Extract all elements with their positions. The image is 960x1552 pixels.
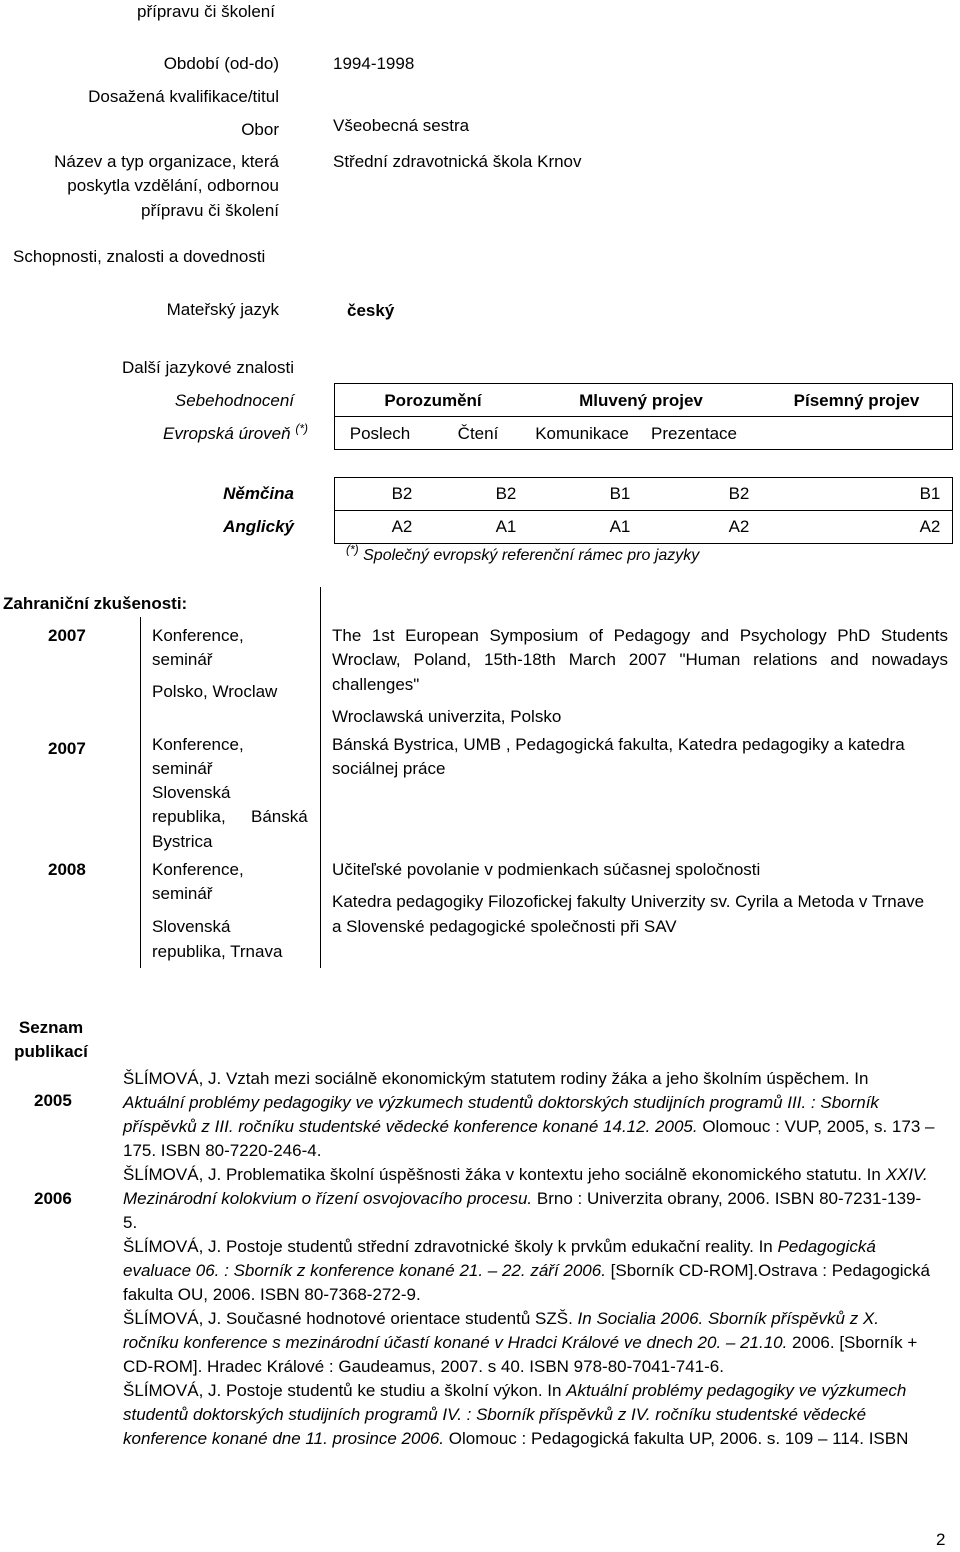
foreign-place-line-1: Slovenská <box>152 783 231 802</box>
publications-heading-line-1: Seznam <box>18 1018 84 1037</box>
foreign-year: 2007 <box>48 626 86 645</box>
pub-text-italic: konference konané dne 11. prosince 2006. <box>123 1429 445 1448</box>
foreign-organizer: Wroclawská univerzita, Polsko <box>332 707 562 726</box>
self-assessment-label: Sebehodnocení <box>174 391 294 410</box>
pub-text: ŠLÍMOVÁ, J. Problematika školní úspěšnosti žáka v kontextu jeho sociálně ekonomického statutu. In <box>123 1165 886 1184</box>
pub-text-italic: ročníku konference s mezinárodní účastí konané v Hradci Králové ve dnech 20. – 21.10. <box>123 1333 788 1352</box>
foreign-place-line-4: Bystrica <box>152 832 213 851</box>
field-value: Všeobecná sestra <box>333 116 470 135</box>
grade-cell: B2 <box>391 484 413 503</box>
foreign-place-line-3: Bánská <box>251 807 308 826</box>
publication-list <box>123 1067 943 1451</box>
foreign-title-line-3: challenges" <box>332 675 420 694</box>
pub-text: Olomouc : VUP, 2005, s. 173 – <box>697 1117 935 1136</box>
field-label: Obor <box>241 120 279 139</box>
writing-header: Písemný projev <box>793 391 920 410</box>
pub-text: 5. <box>123 1213 138 1232</box>
grade-cell: A2 <box>919 517 941 536</box>
publication-item <box>123 1067 943 1163</box>
european-level-label <box>163 422 308 446</box>
grade-cell: A1 <box>609 517 631 536</box>
period-value: 1994-1998 <box>333 54 415 73</box>
foreign-organizer-line-1: Katedra pedagogiky Filozofickej fakulty Univerzity sv. Cyrila a Metoda v Trnave <box>332 892 925 911</box>
qualification-label: Dosažená kvalifikace/titul <box>88 87 279 106</box>
org-label-line-2: poskytla vzdělání, odbornou <box>67 176 279 195</box>
foreign-title-line-2: sociálnej práce <box>332 759 446 778</box>
pub-text: Olomouc : Pedagogická fakulta UP, 2006. s. 109 – 114. ISBN <box>444 1429 909 1448</box>
pub-text: fakulta OU, 2006. ISBN 80-7368-272-9. <box>123 1285 421 1304</box>
foreign-type-line-2: seminář <box>152 884 213 903</box>
foreign-year: 2008 <box>48 860 86 879</box>
pub-text: 175. ISBN 80-7220-246-4. <box>123 1141 322 1160</box>
grade-cell: A1 <box>495 517 517 536</box>
foreign-type-line-1: Konference, <box>152 626 244 645</box>
pub-text-italic: Mezinárodní kolokvium o řízení osvojovacího procesu. <box>123 1189 533 1208</box>
subheader-listening: Poslech <box>349 424 411 443</box>
european-level-mark: (*) <box>295 421 308 436</box>
language-name-english: Anglický <box>223 517 294 536</box>
foreign-title: Učiteľské povolanie v podmienkach súčasnej spoločnosti <box>332 860 761 879</box>
pub-text: [Sborník CD-ROM].Ostrava : Pedagogická <box>605 1261 930 1280</box>
pub-text: ŠLÍMOVÁ, J. Postoje studentů střední zdravotnické školy k prvkům edukační reality. In <box>123 1237 778 1256</box>
pub-text-italic: Pedagogická <box>777 1237 876 1256</box>
pub-text-italic: Aktuální problémy pedagogiky ve výzkumech studentů doktorských studijních programů III. : Sborník <box>123 1093 879 1112</box>
pub-text: ŠLÍMOVÁ, J. Vztah mezi sociálně ekonomickým statutem rodiny žáka a jeho školním úspěchem. In <box>123 1069 869 1088</box>
publication-year: 2006 <box>34 1189 72 1208</box>
foreign-place-line-2: republika, Trnava <box>152 942 283 961</box>
foreign-type-line-1: Konference, <box>152 860 244 879</box>
language-footnote <box>346 544 699 568</box>
mother-tongue-label: Mateřský jazyk <box>166 300 279 319</box>
language-name-german: Němčina <box>223 484 294 503</box>
grade-cell: A2 <box>391 517 413 536</box>
foreign-type-line-2: seminář <box>152 759 213 778</box>
foreign-place: Polsko, Wroclaw <box>152 682 278 701</box>
subheader-interaction: Komunikace <box>535 424 629 443</box>
period-label: Období (od-do) <box>163 54 279 73</box>
publication-item <box>123 1235 943 1307</box>
foreign-place-line-2: republika, <box>152 807 226 826</box>
pub-text-italic: příspěvků z III. ročníku studentské vědecké konference konané 14.12. 2005. <box>123 1117 698 1136</box>
grade-cell: A2 <box>728 517 750 536</box>
understanding-header: Porozumění <box>384 391 482 410</box>
footnote-mark: (*) <box>346 542 359 557</box>
publication-item <box>123 1379 943 1451</box>
subheader-reading: Čtení <box>457 424 499 443</box>
foreign-divider-right <box>320 587 321 968</box>
pub-text-italic: Aktuální problémy pedagogiky ve výzkumech <box>566 1381 907 1400</box>
foreign-heading: Zahraniční zkušenosti: <box>3 594 188 613</box>
page-number: 2 <box>936 1530 946 1549</box>
publication-item <box>123 1163 943 1235</box>
foreign-organizer-line-2: a Slovenské pedagogické společnosti při SAV <box>332 917 677 936</box>
speaking-header: Mluvený projev <box>579 391 703 410</box>
pub-text-italic: XXIV. <box>885 1165 928 1184</box>
foreign-title-line-1: The 1st European Symposium of Pedagogy and Psychology PhD Students <box>332 626 948 645</box>
header-divider <box>334 416 953 417</box>
skills-heading: Schopnosti, znalosti a dovednosti <box>13 247 266 266</box>
publication-item <box>123 1307 943 1379</box>
grades-divider <box>334 510 953 511</box>
footnote-text: Společný evropský referenční rámec pro jazyky <box>363 547 700 564</box>
european-level-text: Evropská úroveň <box>163 424 291 443</box>
grade-cell: B1 <box>919 484 941 503</box>
org-label-line-1: Název a typ organizace, která <box>54 152 279 171</box>
grade-cell: B1 <box>609 484 631 503</box>
mother-tongue-value: český <box>347 301 395 320</box>
foreign-type-line-2: seminář <box>152 650 213 669</box>
pub-text-italic: evaluace 06. : Sborník z konference konané 21. – 22. září 2006. <box>123 1261 606 1280</box>
foreign-title-line-1: Bánská Bystrica, UMB , Pedagogická fakulta, Katedra pedagogiky a katedra <box>332 735 905 754</box>
pub-text-italic: In Socialia 2006. Sborník příspěvků z X. <box>577 1309 879 1328</box>
org-value: Střední zdravotnická škola Krnov <box>333 152 582 171</box>
foreign-year: 2007 <box>48 739 86 758</box>
pub-text: 2006. [Sborník + <box>787 1333 918 1352</box>
org-label-line-3: přípravu či školení <box>141 201 279 220</box>
pub-text: ŠLÍMOVÁ, J. Současné hodnotové orientace studentů SZŠ. <box>123 1309 578 1328</box>
subheader-presentation: Prezentace <box>651 424 737 443</box>
other-languages-label: Další jazykové znalosti <box>122 358 294 377</box>
foreign-place-line-1: Slovenská <box>152 917 231 936</box>
foreign-divider-left <box>140 617 141 968</box>
pub-text: CD-ROM]. Hradec Králové : Gaudeamus, 2007. s 40. ISBN 978-80-7041-741-6. <box>123 1357 724 1376</box>
education-fragment: přípravu či školení <box>137 2 275 21</box>
grade-cell: B2 <box>728 484 750 503</box>
pub-text-italic: studentů doktorských studijních programů IV. : Sborník příspěvků z IV. ročníku studentské vědecké <box>123 1405 867 1424</box>
publication-year: 2005 <box>34 1091 72 1110</box>
publications-heading-line-2: publikací <box>14 1042 88 1061</box>
foreign-type-line-1: Konference, <box>152 735 244 754</box>
grade-cell: B2 <box>495 484 517 503</box>
foreign-title-line-2: Wroclaw, Poland, 15th-18th March 2007 "Human relations and nowadays <box>332 650 948 669</box>
pub-text: ŠLÍMOVÁ, J. Postoje studentů ke studiu a školní výkon. In <box>123 1381 567 1400</box>
pub-text: Brno : Univerzita obrany, 2006. ISBN 80-7231-139- <box>532 1189 922 1208</box>
